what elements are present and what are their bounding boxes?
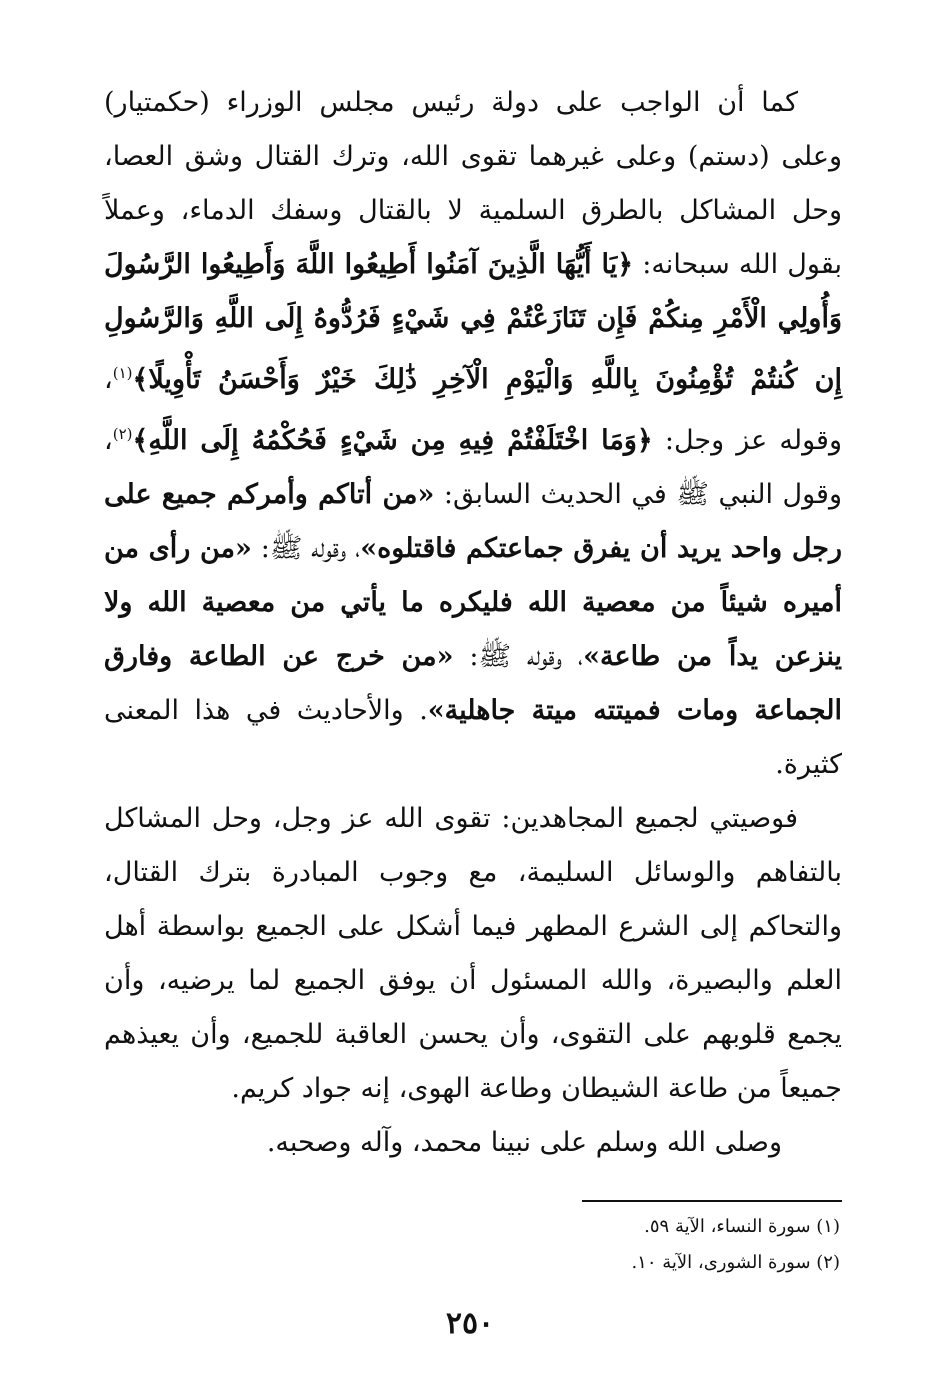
paragraph-3: وصلى الله وسلم على نبينا محمد، وآله وصحبه. [266, 1127, 782, 1158]
footnote-divider [582, 1200, 842, 1202]
footnote-2: (٢) سورة الشورى، الآية ١٠. [631, 1252, 840, 1273]
footnote-1: (١) سورة النساء، الآية ٥٩. [644, 1216, 840, 1237]
paragraph-2: فوصيتي لجميع المجاهدين: تقوى الله عز وجل، وحل المشاكل بالتفاهم والوسائل السليمة، مع وجوب المبادرة بترك القتال، والتحاكم إلى الشرع المطهر فيما أشكل على الجميع بواسطة أهل العلم والبصيرة، والله المسئول أن يوفق الجميع لما يرضيه، وأن يجمع قلوبهم على التقوى، وأن يحسن العاقبة للجميع، وأن يعيذهم جميعاً من طاعة الشيطان وطاعة الهوى، إنه جواد كريم. [104, 803, 842, 1104]
para1-text-e: ، وقوله ﷺ: [453, 641, 584, 672]
page-number: ٢٥٠ [445, 1306, 495, 1341]
quran-verse-2: ﴿وَمَا اخْتَلَفْتُمْ فِيهِ مِن شَيْءٍ فَحُكْمُهُ إِلَى اللَّهِ﴾ [132, 425, 653, 456]
hadith-2: «من رأى من أميره شيئاً من معصية الله فليكره ما يأتي من معصية الله ولا ينزعن يداً من طاعة» [104, 533, 842, 672]
hadith-1: «من أتاكم وأمركم جميع على رجل واحد يريد أن يفرق جماعتكم فاقتلوه» [104, 479, 843, 564]
paragraph-1 [104, 76, 842, 792]
main-text [104, 76, 842, 1170]
para1-text-d: ، وقوله ﷺ: [251, 533, 361, 564]
footnote-ref-2: (٢) [112, 425, 133, 443]
footnote-ref-1: (١) [112, 364, 133, 382]
para1-text-f: . والأحاديث في هذا المعنى كثيرة. [104, 695, 842, 780]
para1-text-b: ، وقوله عز وجل: [104, 364, 843, 456]
para1-text-c: ، وقول النبي ﷺ في الحديث السابق: [104, 425, 842, 510]
para1-intro: كما أن الواجب على دولة رئيس مجلس الوزراء (حكمتيار) وعلى (دستم) وعلى غيرهما تقوى الله، وترك القتال وشق العصا، وحل المشاكل بالطرق السلمية لا بالقتال وسفك الدماء، وعملاً بقول الله سبحانه: [104, 87, 843, 280]
hadith-3: «من خرج عن الطاعة وفارق الجماعة ومات فميتته ميتة جاهلية» [104, 641, 842, 726]
quran-verse-1: ﴿يَا أَيُّهَا الَّذِينَ آمَنُوا أَطِيعُوا اللَّهَ وَأَطِيعُوا الرَّسُولَ وَأُولِي الْأَمْرِ مِنكُمْ فَإِن تَنَازَعْتُمْ فِي شَيْءٍ فَرُدُّوهُ إِلَى اللَّهِ وَالرَّسُولِ إِن كُنتُمْ تُؤْمِنُونَ بِاللَّهِ وَالْيَوْمِ الْآخِرِ ذَٰلِكَ خَيْرٌ وَأَحْسَنُ تَأْوِيلًا﴾ [104, 249, 842, 395]
